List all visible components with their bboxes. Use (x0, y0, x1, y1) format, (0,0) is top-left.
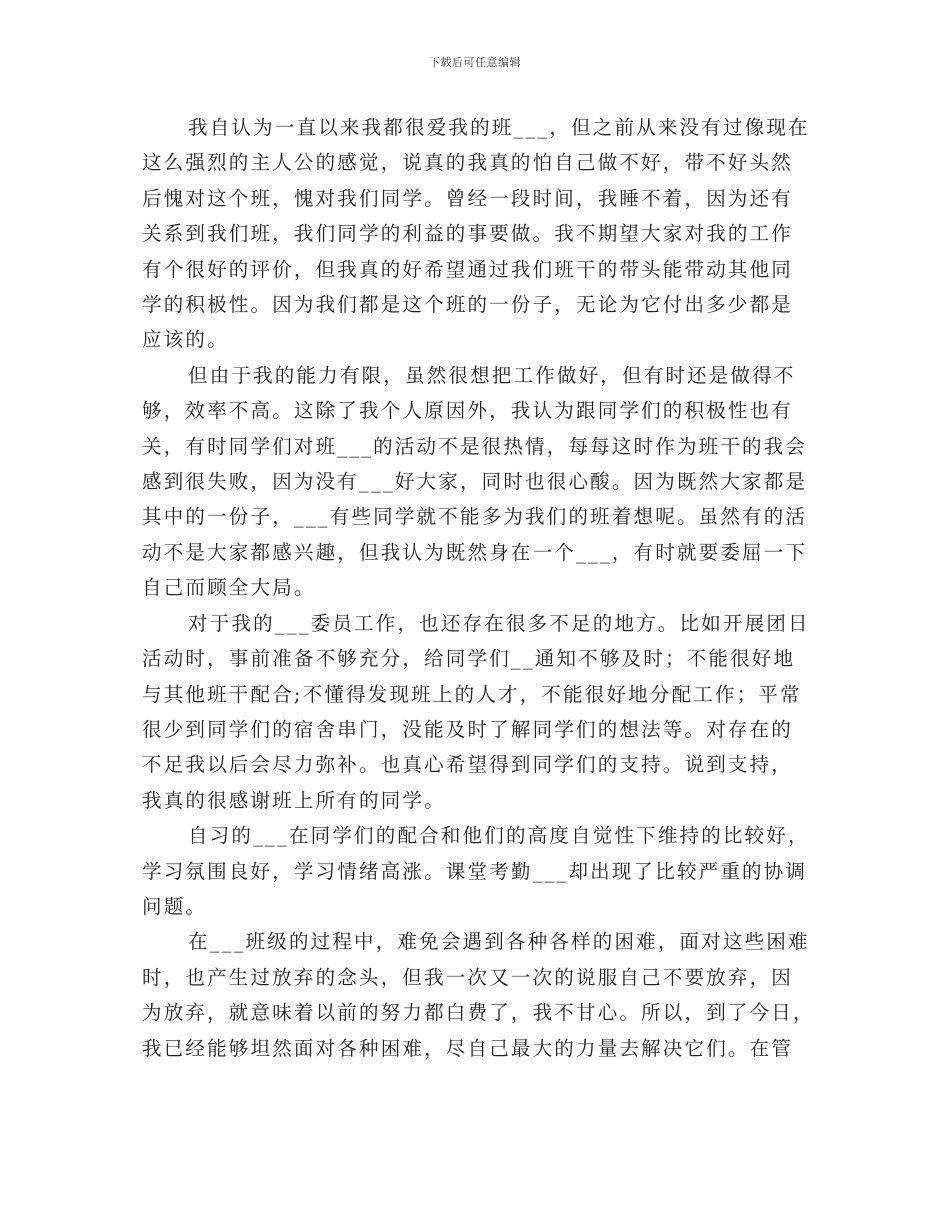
text-line: 我自认为一直以来我都很爱我的班___，但之前从来没有过像现在 (188, 116, 810, 139)
document-body (142, 110, 814, 1066)
paragraph-5 (142, 924, 814, 1066)
text-line: 对于我的___委员工作，也还存在很多不足的地方。比如开展团日 (188, 611, 810, 635)
text-line: 关，有时同学们对班___的活动不是很热情，每每这时作为班干的我会 (142, 434, 808, 458)
text-line: 够，效率不高。这除了我个人原因外，我认为跟同学们的积极性也有 (142, 399, 794, 423)
text-line: 学的积极性。因为我们都是这个班的一份子，无论为它付出多少都是 (142, 293, 794, 317)
text-line: 不足我以后会尽力弥补。也真心希望得到同学们的支持。说到支持， (142, 753, 794, 777)
text-line: 关系到我们班，我们同学的利益的事要做。我不期望大家对我的工作 (142, 222, 794, 246)
text-line: 在___班级的过程中，难免会遇到各种各样的困难，面对这些困难 (188, 930, 810, 954)
text-line: 问题。 (142, 894, 208, 918)
text-line: 感到很失败，因为没有___好大家，同时也很心酸。因为既然大家都是 (142, 470, 808, 494)
page-header: 下载后可任意编辑 (429, 56, 521, 69)
paragraph-1 (142, 110, 814, 358)
text-line: 我已经能够坦然面对各种困难，尽自己最大的力量去解决它们。在管 (142, 1036, 794, 1060)
text-line: 这么强烈的主人公的感觉，说真的我真的怕自己做不好，带不好头然 (142, 151, 794, 175)
text-line: 但由于我的能力有限，虽然很想把工作做好，但有时还是做得不 (188, 363, 796, 387)
paragraph-3 (142, 606, 814, 818)
text-line: 有个很好的评价，但我真的好希望通过我们班干的带头能带动其他同 (142, 257, 794, 281)
text-line: 后愧对这个班，愧对我们同学。曾经一段时间，我睡不着，因为还有 (142, 186, 794, 210)
text-line: 动不是大家都感兴趣，但我认为既然身在一个___，有时就要委屈一下 (142, 540, 808, 564)
text-line: 学习氛围良好，学习情绪高涨。课堂考勤___却出现了比较严重的协调 (142, 859, 808, 883)
text-line: 自己而顾全大局。 (142, 576, 316, 600)
text-line: 其中的一份子，___有些同学就不能多为我们的班着想呢。虽然有的活 (142, 505, 808, 529)
text-line: 活动时，事前准备不够充分，给同学们__通知不够及时；不能很好地 (142, 647, 796, 671)
text-line: 我真的很感谢班上所有的同学。 (142, 788, 446, 812)
paragraph-2 (142, 358, 814, 606)
text-line: 时，也产生过放弃的念头，但我一次又一次的说服自己不要放弃，因 (142, 965, 794, 989)
text-line: 为放弃，就意味着以前的努力都白费了，我不甘心。所以，到了今日， (142, 1001, 815, 1025)
paragraph-4 (142, 818, 814, 924)
text-line: 应该的。 (142, 328, 229, 352)
text-line: 自习的___在同学们的配合和他们的高度自觉性下维持的比较好， (188, 824, 810, 848)
text-line: 很少到同学们的宿舍串门，没能及时了解同学们的想法等。对存在的 (142, 717, 794, 741)
text-line: 与其他班干配合;不懂得发现班上的人才，不能很好地分配工作；平常 (142, 682, 802, 706)
